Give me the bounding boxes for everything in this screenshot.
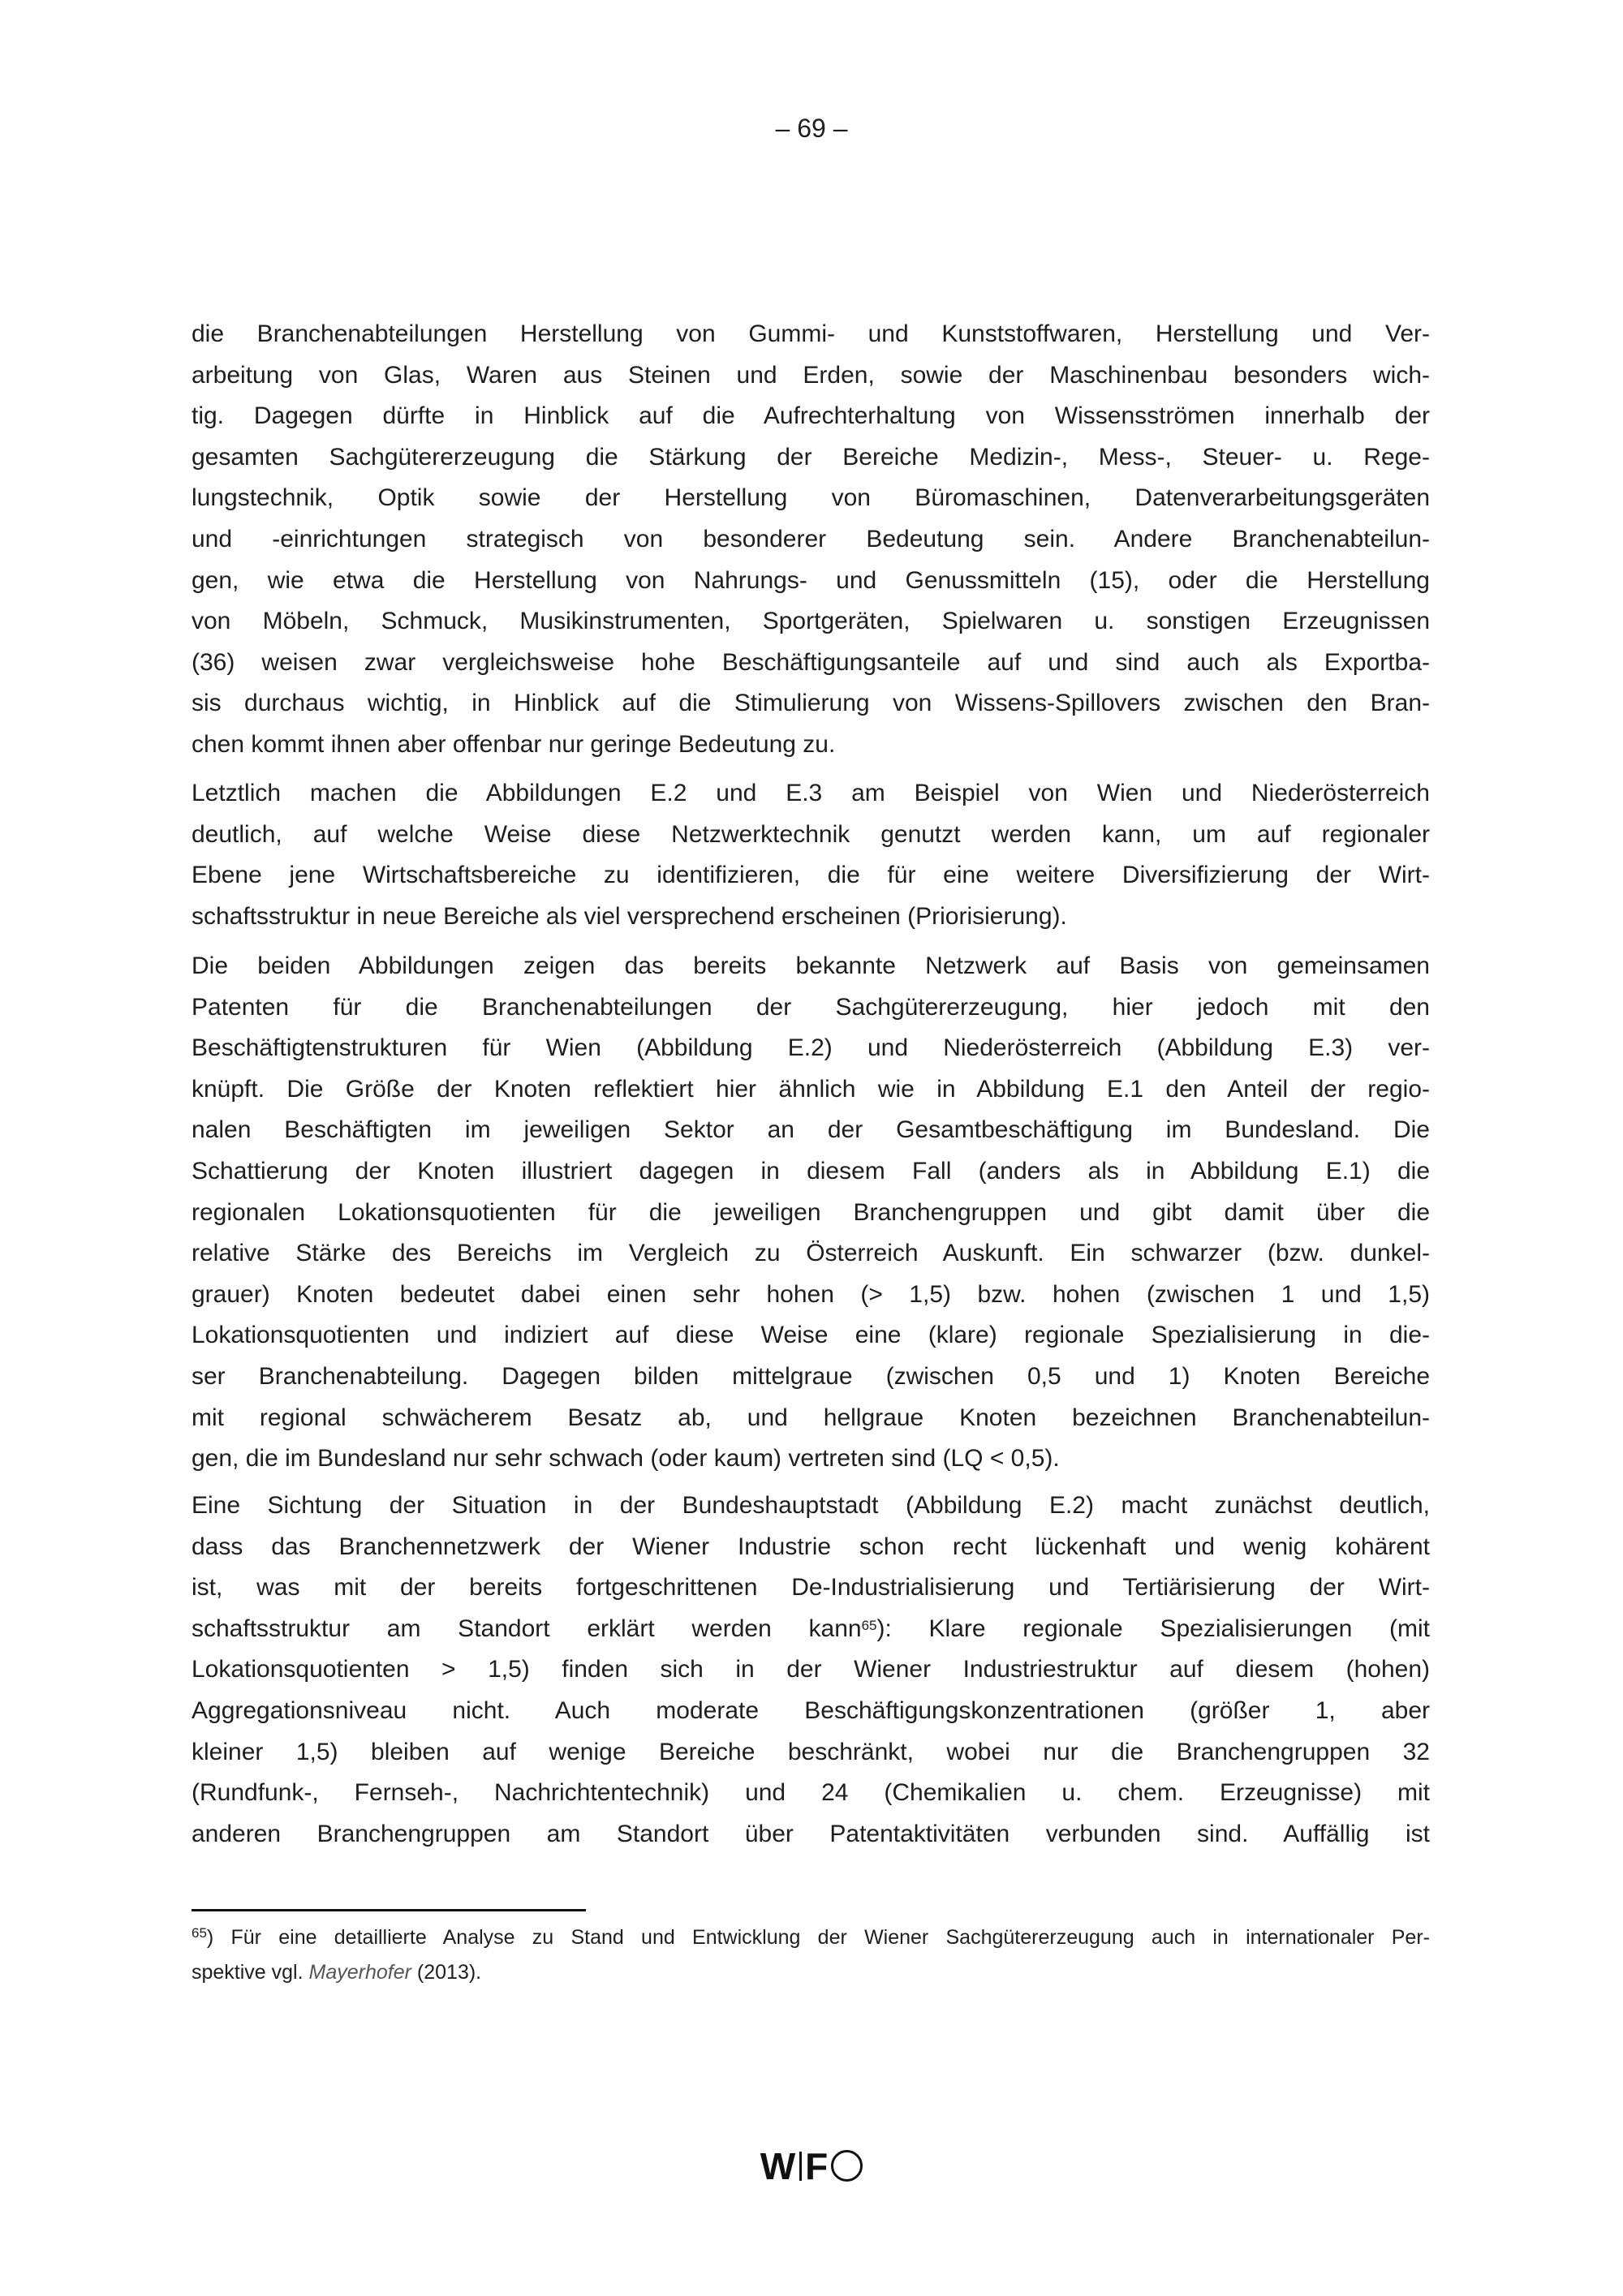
footnote-text: spektive vgl. bbox=[192, 1961, 309, 1984]
text-line: anderen Branchengruppen am Standort über Patentaktivitäten verbunden sind. Auffällig ist bbox=[192, 1820, 1430, 1847]
text-line: die Branchenabteilungen Herstellung von Gummi- und Kunststoffwaren, Herstellung und Ver- bbox=[192, 320, 1430, 347]
text-line: dass das Branchennetzwerk der Wiener Industrie schon recht lückenhaft und wenig kohärent bbox=[192, 1533, 1430, 1560]
wifo-logo: W F bbox=[0, 2144, 1623, 2188]
text-line: Letztlich machen die Abbildungen E.2 und E.3 am Beispiel von Wien und Niederösterreich bbox=[192, 780, 1430, 806]
text-line: mit regional schwächerem Besatz ab, und hellgraue Knoten bezeichnen Branchenabteilun- bbox=[192, 1404, 1430, 1431]
text-segment: ): Klare regionale Spezialisierungen (mit bbox=[876, 1615, 1430, 1642]
page-number: – 69 – bbox=[775, 114, 848, 143]
text-line: Lokationsquotienten und indiziert auf diese Weise eine (klare) regionale Spezialisierung in die- bbox=[192, 1322, 1430, 1349]
text-line: (Rundfunk-, Fernseh-, Nachrichtentechnik) und 24 (Chemikalien u. chem. Erzeugnisse) mit bbox=[192, 1779, 1430, 1807]
footnote-text: ) Für eine detaillierte Analyse zu Stand und Entwicklung der Wiener Sachgütererzeugung auch in internationaler Per- bbox=[206, 1926, 1430, 1949]
footnote-marker: 65 bbox=[192, 1925, 207, 1941]
text-line: von Möbeln, Schmuck, Musikinstrumenten, Sportgeräten, Spielwaren u. sonstigen Erzeugnissen bbox=[192, 608, 1430, 635]
text-line: lungstechnik, Optik sowie der Herstellung von Büromaschinen, Datenverarbeitungsgeräten bbox=[192, 484, 1430, 512]
text-line: schaftsstruktur in neue Bereiche als viel versprechend erscheinen (Priorisierung). bbox=[192, 902, 1067, 930]
text-line: und -einrichtungen strategisch von besonderer Bedeutung sein. Andere Branchenabteilun- bbox=[192, 525, 1430, 553]
text-line: Die beiden Abbildungen zeigen das bereits bekannte Netzwerk auf Basis von gemeinsamen bbox=[192, 952, 1430, 979]
text-segment: schaftsstruktur am Standort erklärt werden kann bbox=[192, 1615, 862, 1642]
text-line: Beschäftigtenstrukturen für Wien (Abbildung E.2) und Niederösterreich (Abbildung E.3) ver- bbox=[192, 1034, 1430, 1062]
footnote-separator bbox=[192, 1909, 586, 1911]
footnote-text: (2013). bbox=[411, 1961, 482, 1984]
text-line: Aggregationsniveau nicht. Auch moderate Beschäftigungskonzentrationen (größer 1, aber bbox=[192, 1696, 1430, 1724]
footnote-reference[interactable]: 65 bbox=[861, 1617, 877, 1633]
body-paragraph bbox=[192, 946, 1430, 1480]
text-line: regionalen Lokationsquotienten für die jeweiligen Branchengruppen und gibt damit über die bbox=[192, 1198, 1430, 1226]
text-line: ser Branchenabteilung. Dagegen bilden mittelgraue (zwischen 0,5 und 1) Knoten Bereiche bbox=[192, 1362, 1430, 1390]
text-line: chen kommt ihnen aber offenbar nur geringe Bedeutung zu. bbox=[192, 730, 836, 758]
text-line bbox=[192, 1609, 1430, 1650]
text-line: Patenten für die Branchenabteilungen der Sachgütererzeugung, hier jedoch mit den bbox=[192, 993, 1430, 1021]
body-paragraph bbox=[192, 314, 1430, 766]
text-line: Lokationsquotienten > 1,5) finden sich in der Wiener Industriestruktur auf diesem (hohen) bbox=[192, 1656, 1430, 1683]
text-line: (36) weisen zwar vergleichsweise hohe Beschäftigungsanteile auf und sind auch als Exportba- bbox=[192, 648, 1430, 676]
text-line: Eine Sichtung der Situation in der Bundeshauptstadt (Abbildung E.2) macht zunächst deutlich, bbox=[192, 1492, 1430, 1519]
text-line: Ebene jene Wirtschaftsbereiche zu identifizieren, die für eine weitere Diversifizierung der Wirt- bbox=[192, 862, 1430, 889]
text-line: tig. Dagegen dürfte in Hinblick auf die Aufrechterhaltung von Wissensströmen innerhalb der bbox=[192, 402, 1430, 430]
text-line: gen, die im Bundesland nur sehr schwach (oder kaum) vertreten sind (LQ < 0,5). bbox=[192, 1445, 1060, 1473]
body-paragraph bbox=[192, 773, 1430, 937]
text-line: gesamten Sachgütererzeugung die Stärkung der Bereiche Medizin-, Mess-, Steuer- u. Rege- bbox=[192, 443, 1430, 471]
text-line: deutlich, auf welche Weise diese Netzwerktechnik genutzt werden kann, um auf regionaler bbox=[192, 820, 1430, 848]
footnote bbox=[192, 1920, 1430, 1990]
text-line: knüpft. Die Größe der Knoten reflektiert hier ähnlich wie in Abbildung E.1 den Anteil der regio- bbox=[192, 1075, 1430, 1103]
text-line: kleiner 1,5) bleiben auf wenige Bereiche beschränkt, wobei nur die Branchengruppen 32 bbox=[192, 1738, 1430, 1765]
text-line: nalen Beschäftigten im jeweiligen Sektor an der Gesamtbeschäftigung im Bundesland. Die bbox=[192, 1116, 1430, 1144]
text-line: Schattierung der Knoten illustriert dagegen in diesem Fall (anders als in Abbildung E.1) die bbox=[192, 1157, 1430, 1185]
text-line: arbeitung von Glas, Waren aus Steinen und Erden, sowie der Maschinenbau besonders wich- bbox=[192, 361, 1430, 389]
footnote-line bbox=[192, 1955, 1430, 1990]
body-paragraph bbox=[192, 1486, 1430, 1855]
text-line: grauer) Knoten bedeutet dabei einen sehr hohen (> 1,5) bzw. hohen (zwischen 1 und 1,5) bbox=[192, 1280, 1430, 1308]
text-line: gen, wie etwa die Herstellung von Nahrungs- und Genussmitteln (15), oder die Herstellung bbox=[192, 566, 1430, 594]
text-line: sis durchaus wichtig, in Hinblick auf die Stimulierung von Wissens-Spillovers zwischen den Bran- bbox=[192, 690, 1430, 717]
text-line: relative Stärke des Bereichs im Vergleich zu Österreich Auskunft. Ein schwarzer (bzw. dunkel- bbox=[192, 1240, 1430, 1267]
footnote-author: Mayerhofer bbox=[308, 1961, 411, 1984]
text-line: ist, was mit der bereits fortgeschrittenen De-Industrialisierung und Tertiärisierung der Wirt- bbox=[192, 1574, 1430, 1602]
footnote-line bbox=[192, 1920, 1430, 1955]
